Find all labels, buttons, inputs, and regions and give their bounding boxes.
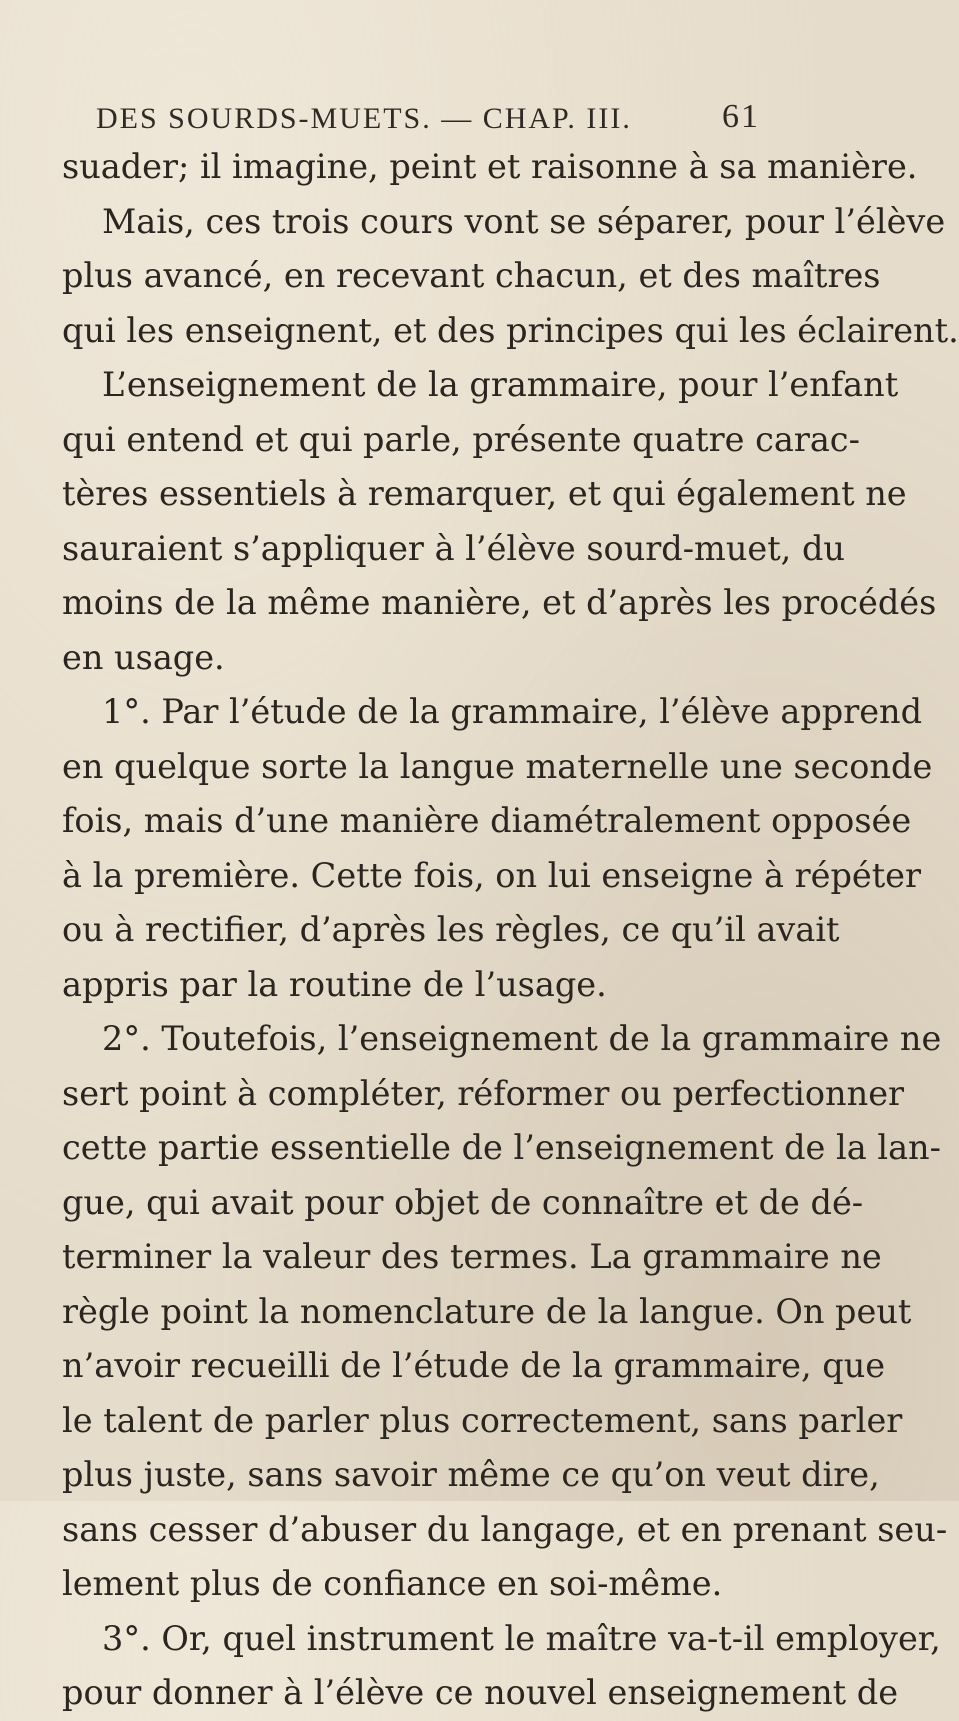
text-line: à la première. Cette fois, on lui enseigne à répéter bbox=[62, 855, 922, 895]
text-line: sauraient s’appliquer à l’élève sourd-muet, du bbox=[62, 528, 845, 568]
running-head bbox=[96, 98, 760, 142]
text-line: appris par la routine de l’usage. bbox=[62, 964, 607, 1004]
text-line: en usage. bbox=[62, 637, 225, 677]
text-line: sert point à compléter, réformer ou perfectionner bbox=[62, 1073, 905, 1113]
text-line: tères essentiels à remarquer, et qui également ne bbox=[62, 474, 907, 513]
running-title: DES SOURDS-MUETS. — CHAP. III. bbox=[96, 102, 632, 135]
text-line: gue, qui avait pour objet de connaître et de dé- bbox=[62, 1182, 864, 1222]
text-line: règle point la nomenclature de la langue. On peut bbox=[62, 1291, 912, 1331]
text-line: en quelque sorte la langue maternelle une seconde bbox=[62, 746, 933, 786]
text-line: moins de la même manière, et d’après les procédés bbox=[62, 583, 937, 622]
text-line: qui entend et qui parle, présente quatre carac- bbox=[62, 419, 860, 459]
page-number: 61 bbox=[722, 98, 760, 135]
text-line: fois, mais d’une manière diamétralement opposée bbox=[62, 801, 912, 840]
text-line: qui les enseignent, et des principes qui les éclairent. bbox=[62, 310, 959, 350]
text-line: terminer la valeur des termes. La grammaire ne bbox=[62, 1237, 882, 1276]
text-line: Mais, ces trois cours vont se séparer, pour l’élève bbox=[102, 201, 946, 241]
text-line: lement plus de confiance en soi-même. bbox=[62, 1564, 723, 1603]
text-line: 3°. Or, quel instrument le maître va-t-il employer, bbox=[102, 1618, 941, 1658]
text-line: le talent de parler plus correctement, sans parler bbox=[62, 1400, 903, 1440]
text-line: cette partie essentielle de l’enseignement de la lan- bbox=[62, 1128, 941, 1167]
text-line: 2°. Toutefois, l’enseignement de la grammaire ne bbox=[102, 1019, 942, 1058]
text-line: plus juste, sans savoir même ce qu’on veut dire, bbox=[62, 1455, 880, 1494]
text-line: 1°. Par l’étude de la grammaire, l’élève apprend bbox=[102, 692, 923, 731]
body-text bbox=[62, 140, 959, 1721]
text-line: pour donner à l’élève ce nouvel enseignement de bbox=[62, 1673, 899, 1712]
text-line: suader; il imagine, peint et raisonne à sa manière. bbox=[62, 147, 918, 186]
text-line: sans cesser d’abuser du langage, et en prenant seu- bbox=[62, 1509, 948, 1549]
text-line: n’avoir recueilli de l’étude de la grammaire, que bbox=[62, 1346, 886, 1385]
text-line: plus avancé, en recevant chacun, et des maîtres bbox=[62, 256, 881, 295]
text-line: ou à rectifier, d’après les règles, ce qu’il avait bbox=[62, 910, 840, 949]
text-line: L’enseignement de la grammaire, pour l’enfant bbox=[102, 365, 899, 404]
